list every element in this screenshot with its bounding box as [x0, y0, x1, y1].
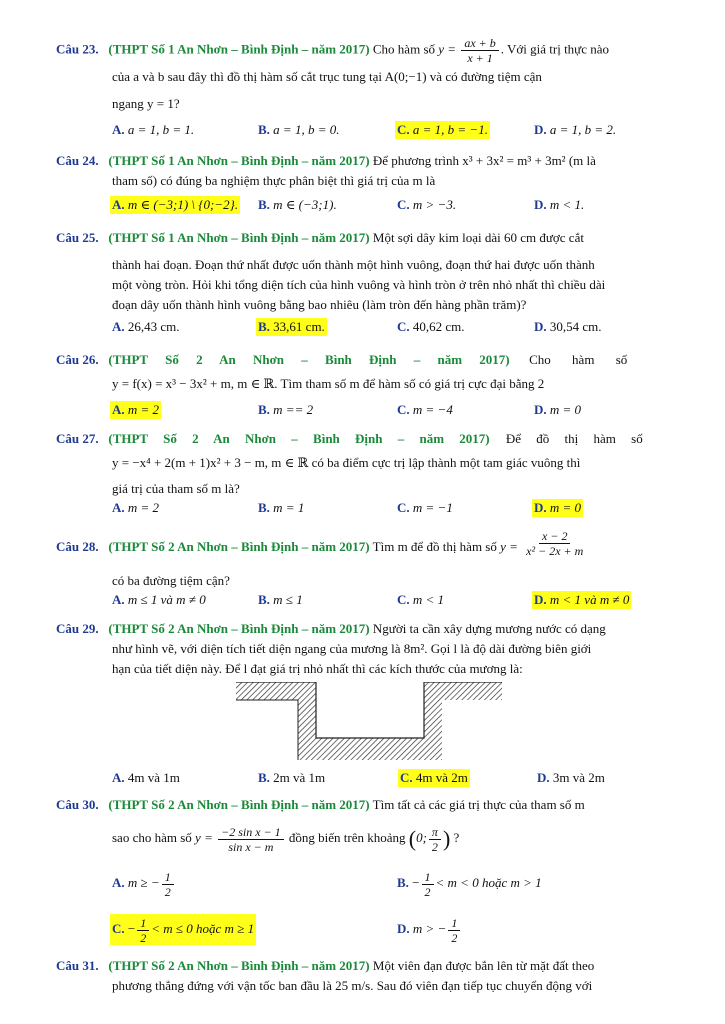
q27-option-a[interactable]: A. m = 2	[112, 500, 160, 515]
q26-option-a-answer[interactable]: A. m = 2	[112, 402, 160, 417]
q30-option-a[interactable]: A. m ≥ − $\frac{1}{2}$	[112, 868, 176, 899]
question-source: (THPT Số 2 An Nhơn – Bình Định – năm 2017)	[108, 539, 370, 554]
question-text: Để đồ thị hàm số	[505, 431, 643, 446]
q30-line1	[56, 796, 585, 814]
question-source: (THPT Số 1 An Nhơn – Bình Định – năm 2017)	[108, 153, 370, 168]
function-lhs: y =	[438, 41, 457, 57]
question-text: Để phương trình x³ + 3x² = m³ + 3m² (m là	[372, 153, 596, 168]
question-number: Câu 30.	[56, 797, 99, 812]
q24-option-a-answer[interactable]: A. m ∈ (−3;1) \ {0;−2}.	[112, 197, 239, 212]
q29-option-b[interactable]: B. 2m và 1m	[258, 770, 326, 785]
question-text: Cho hàm số	[529, 352, 628, 367]
channel-cross-section-diagram	[236, 682, 504, 764]
q23-option-c-answer[interactable]: C. a = 1, b = −1.	[397, 122, 488, 137]
q23-line2: của a và b sau đây thì đồ thị hàm số cắt trục tung tại A(0;−1) và có đường tiệm cận	[112, 69, 542, 84]
q23-line1	[56, 36, 609, 65]
question-number: Câu 27.	[56, 431, 99, 446]
q30-option-d[interactable]: D. m > − $\frac{1}{2}$	[397, 914, 462, 945]
q25-option-b-answer[interactable]: B. 33,61 cm.	[258, 319, 325, 334]
question-text: Một sợi dây kim loại dài 60 cm được cắt	[372, 230, 584, 245]
q30-option-b[interactable]: B. − $\frac{1}{2}$ < m < 0 hoặc m > 1	[397, 869, 542, 899]
q27-line2: y = −x⁴ + 2(m + 1)x² + 3 − m, m ∈ ℝ có ba điểm cực trị lập thành một tam giác vuông thì	[112, 455, 581, 470]
question-text: Người ta cần xây dựng mương nước có dạng	[372, 621, 606, 636]
q24-option-b[interactable]: B. m ∈ (−3;1).	[258, 197, 337, 212]
question-source: (THPT Số 2 An Nhơn – Bình Định – năm 2017)	[108, 958, 370, 973]
q31-line2: phương thẳng đứng với vận tốc ban đầu là 25 m/s. Sau đó viên đạn tiếp tục chuyển động với	[112, 978, 593, 993]
q25-option-c[interactable]: C. 40,62 cm.	[397, 319, 465, 334]
function-fraction: $\frac{x - 2}{\text{x² − 2x + m}}$	[526, 528, 584, 558]
question-source: (THPT Số 2 An Nhơn – Bình Định – năm 2017)	[108, 797, 370, 812]
question-source: (THPT Số 2 An Nhơn – Bình Định – năm 2017)	[108, 431, 490, 446]
question-text: Tìm tất cả các giá trị thực của tham số m	[372, 797, 585, 812]
q27-option-b[interactable]: B. m = 1	[258, 500, 305, 515]
q24-option-d[interactable]: D. m < 1.	[534, 197, 585, 212]
q28-line1	[56, 528, 588, 558]
q24-option-c[interactable]: C. m > −3.	[397, 197, 457, 212]
q29-line3: hạn của tiết diện này. Để l đạt giá trị nhỏ nhất thì các kích thước của mương là:	[112, 661, 523, 676]
q29-option-a[interactable]: A. 4m và 1m	[112, 770, 180, 785]
q25-option-d[interactable]: D. 30,54 cm.	[534, 319, 602, 334]
q27-option-d-answer[interactable]: D. m = 0	[534, 500, 582, 515]
question-number: Câu 24.	[56, 153, 99, 168]
q30-option-c-answer[interactable]: C. − $\frac{1}{2}$ < m ≤ 0 hoặc m ≥ 1	[112, 915, 255, 945]
function-fraction: $\frac{ax + b}{x + 1}$	[461, 36, 498, 65]
question-source: (THPT Số 2 An Nhơn – Bình Định – năm 2017)	[108, 621, 370, 636]
q23-option-a[interactable]: A. a = 1, b = 1.	[112, 122, 195, 137]
q24-line2: tham số) có đúng ba nghiệm thực phân biệt thì giá trị của m là	[112, 173, 436, 188]
q23-line3: ngang y = 1?	[112, 96, 180, 111]
q24-line1	[56, 152, 596, 170]
question-number: Câu 23.	[56, 41, 99, 57]
q29-option-d[interactable]: D. 3m và 2m	[537, 770, 605, 785]
hatched-wall	[236, 682, 502, 760]
q27-line1	[56, 430, 643, 448]
q25-line2: thành hai đoạn. Đoạn thứ nhất được uốn thành một hình vuông, đoạn thứ hai được uốn thành	[112, 257, 595, 272]
q28-line2: có ba đường tiệm cận?	[112, 573, 230, 588]
question-text: Cho hàm số	[372, 41, 436, 57]
q26-option-b[interactable]: B. m == 2	[258, 402, 314, 417]
q25-line1	[56, 229, 584, 247]
question-number: Câu 29.	[56, 621, 99, 636]
q26-line1	[56, 351, 627, 369]
q29-line1	[56, 620, 606, 638]
question-text: . Với giá trị thực nào	[500, 41, 610, 57]
question-source: (THPT Số 1 An Nhơn – Bình Định – năm 2017)	[108, 230, 370, 245]
q25-option-a[interactable]: A. 26,43 cm.	[112, 319, 180, 334]
function-fraction: $\frac{\text{−2 sin x − 1}}{\text{sin x − m}}$	[218, 825, 284, 854]
question-text: Một viên đạn được bắn lên từ mặt đất theo	[372, 958, 595, 973]
q28-option-c[interactable]: C. m < 1	[397, 592, 445, 607]
q30-line2: sao cho hàm số y = $\frac{\text{−2 sin x − 1}}{\text{sin x − m}}$ đồng biến trên khoảng (0; $\frac{\pi}{2}$ ) ?	[112, 824, 460, 854]
question-number: Câu 31.	[56, 958, 99, 973]
q23-option-b[interactable]: B. a = 1, b = 0.	[258, 122, 340, 137]
q26-option-d[interactable]: D. m = 0	[534, 402, 582, 417]
q28-option-b[interactable]: B. m ≤ 1	[258, 592, 303, 607]
q25-line4: đoạn dây uốn thành hình vuông bằng bao nhiêu (làm tròn đến hàng phần trăm)?	[112, 297, 527, 312]
question-text: Tìm m để đồ thị hàm số	[372, 539, 497, 554]
function-lhs: y =	[500, 539, 518, 554]
q26-line2: y = f(x) = x³ − 3x² + m, m ∈ ℝ. Tìm tham số m để hàm số có giá trị cực đại bằng 2	[112, 376, 545, 391]
q31-line1	[56, 957, 594, 975]
q27-option-c[interactable]: C. m = −1	[397, 500, 453, 515]
question-number: Câu 26.	[56, 352, 99, 367]
q28-option-a[interactable]: A. m ≤ 1 và m ≠ 0	[112, 592, 206, 607]
q27-line3: giá trị của tham số m là?	[112, 481, 240, 496]
question-number: Câu 25.	[56, 230, 99, 245]
question-source: (THPT Số 1 An Nhơn – Bình Định – năm 2017)	[108, 41, 370, 57]
question-source: (THPT Số 2 An Nhơn – Bình Định – năm 2017)	[108, 352, 510, 367]
q23-option-d[interactable]: D. a = 1, b = 2.	[534, 122, 617, 137]
q29-option-c-answer[interactable]: C. 4m và 2m	[400, 770, 468, 785]
q28-option-d-answer[interactable]: D. m < 1 và m ≠ 0	[534, 592, 630, 607]
question-number: Câu 28.	[56, 539, 99, 554]
q29-line2: như hình vẽ, với diện tích tiết diện ngang của mương là 8m². Gọi l là độ dài đường biên giới	[112, 641, 592, 656]
q25-line3: một vòng tròn. Hỏi khi tổng diện tích của hình vuông và hình tròn ở trên nhỏ nhất thì chiều dài	[112, 277, 606, 292]
q26-option-c[interactable]: C. m = −4	[397, 402, 453, 417]
